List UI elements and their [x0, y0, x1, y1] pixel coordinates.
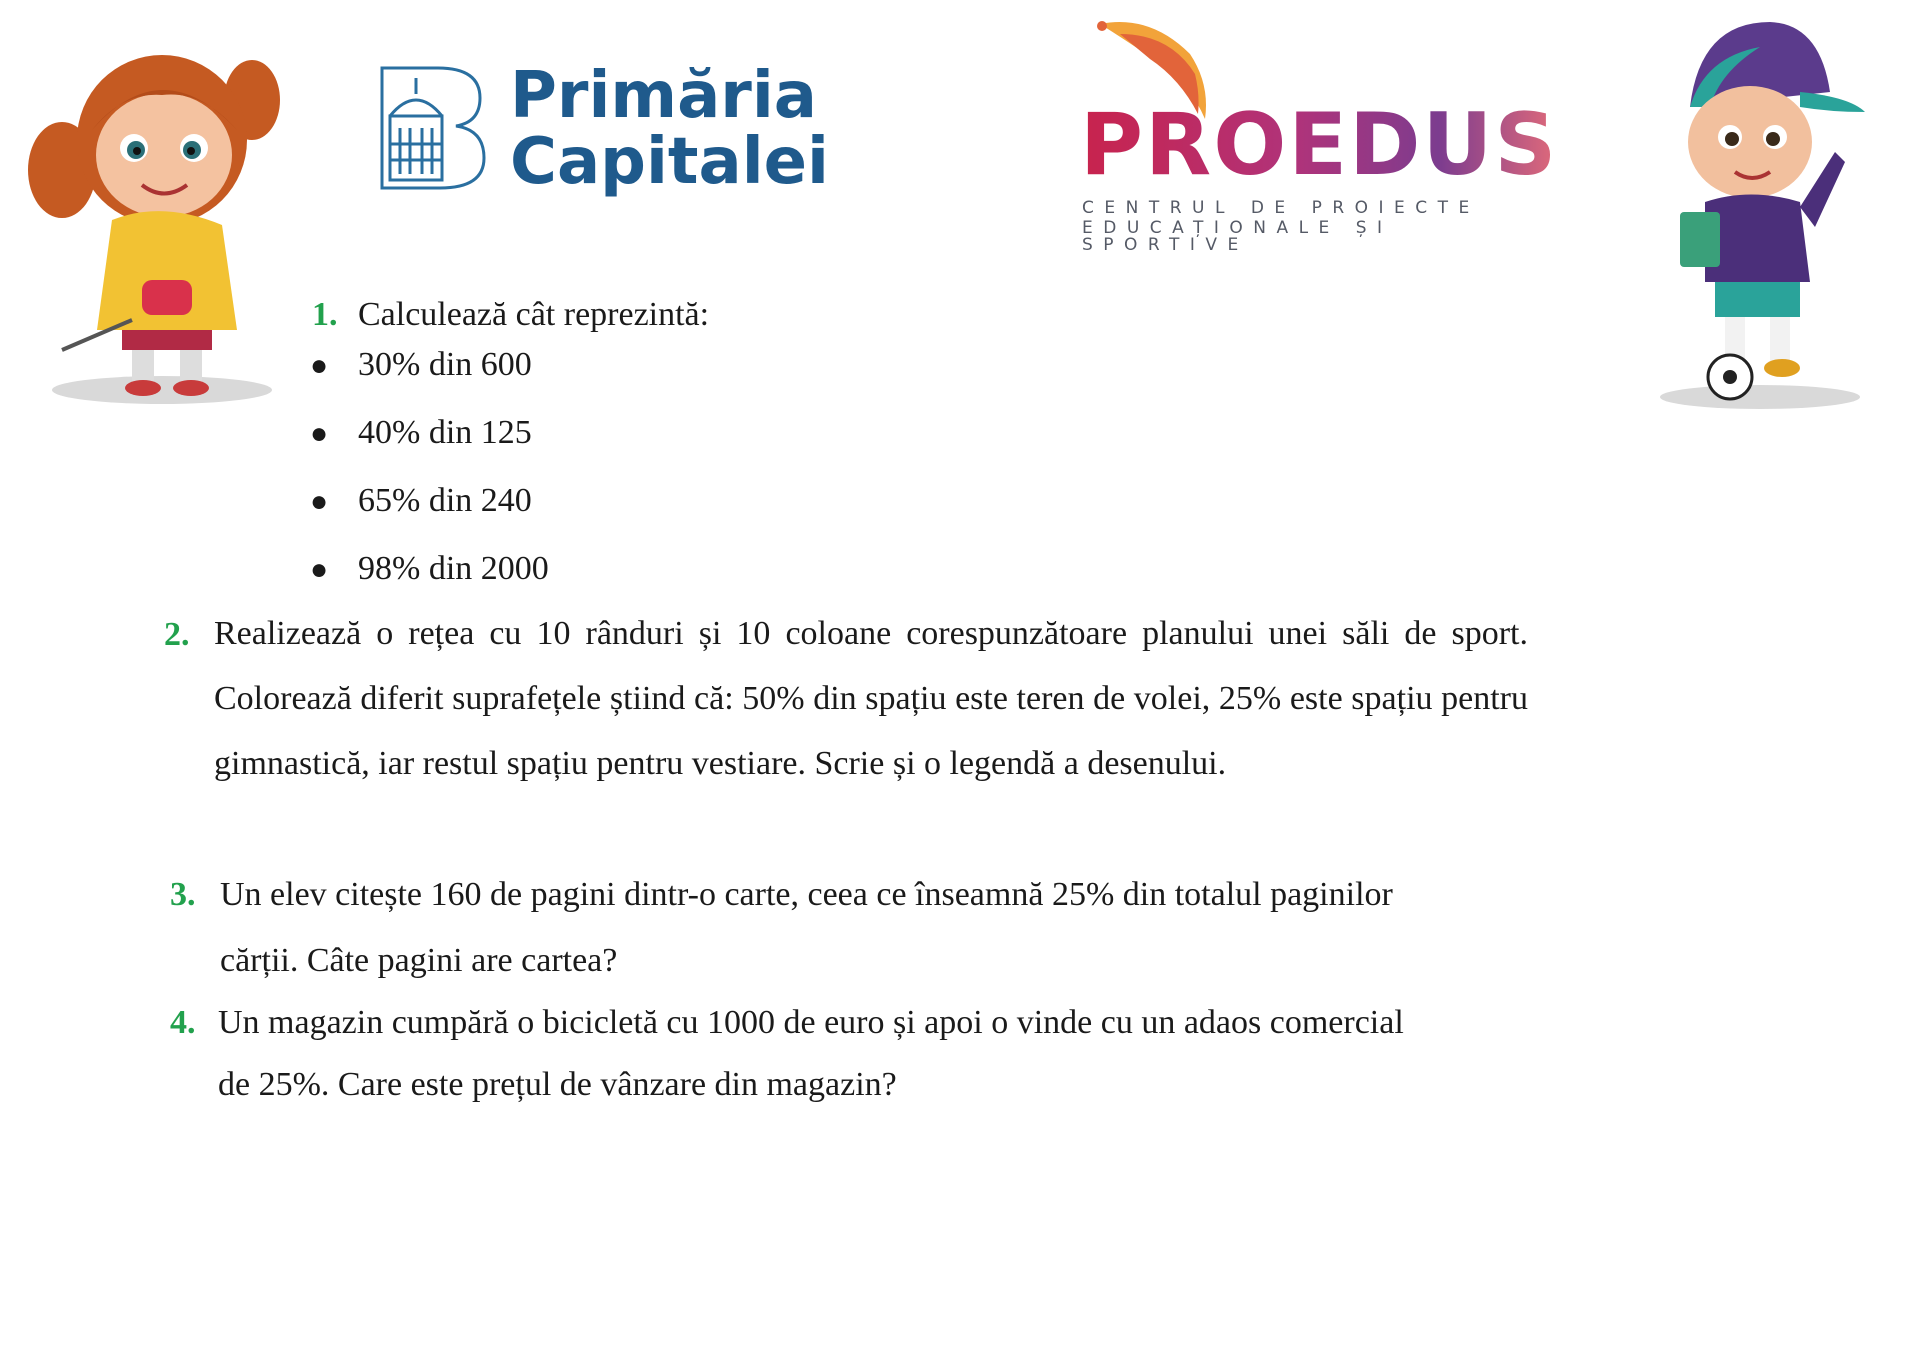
girl-mascot-illustration: [22, 20, 282, 410]
bullet-icon: ●: [310, 349, 329, 382]
bullet-icon: ●: [310, 553, 329, 586]
boy-mascot-illustration: [1650, 12, 1880, 412]
exercise-3-line1: Un elev citește 160 de pagini dintr-o carte, ceea ce înseamnă 25% din totalul paginilor: [220, 876, 1393, 913]
list-item: [310, 552, 549, 586]
list-item: [310, 348, 532, 382]
exercise-3-line2: cărții. Câte pagini are cartea?: [220, 942, 618, 979]
exercise-4-line2: de 25%. Care este prețul de vânzare din magazin?: [218, 1066, 897, 1103]
primaria-title-line1: Primăria: [510, 59, 817, 133]
exercise-1-item: 30% din 600: [358, 346, 532, 383]
list-item: [310, 484, 532, 518]
exercise-2-number: 2.: [164, 616, 190, 653]
exercise-3-number: 3.: [170, 876, 196, 913]
exercise-1-number: 1.: [312, 296, 338, 333]
proedus-tagline-line1: CENTRUL DE PROIECTE: [1082, 198, 1480, 218]
bullet-icon: ●: [310, 485, 329, 518]
exercise-4-number: 4.: [170, 1004, 196, 1041]
exercise-1-item: 40% din 125: [358, 414, 532, 451]
primaria-title-line2: Capitalei: [510, 125, 829, 199]
exercise-1-heading: [312, 298, 709, 332]
proedus-wordmark: PROEDUS: [1080, 95, 1559, 195]
primaria-emblem-icon: [376, 64, 486, 192]
exercise-1-item: 98% din 2000: [358, 550, 549, 587]
exercise-1-item: 65% din 240: [358, 482, 532, 519]
exercise-2-text: Realizează o rețea cu 10 rânduri și 10 coloane corespunzătoare planului unei săli de sport. Colorează diferit suprafețele știind că: 50% din spațiu este teren de volei, 25% este spațiu pentru gimnastică, iar restul spațiu pentru vestiare. Scrie și o legendă a desenului.: [214, 615, 1528, 782]
exercise-4-line1: Un magazin cumpără o bicicletă cu 1000 de euro și apoi o vinde cu un adaos comercial: [218, 1004, 1404, 1041]
proedus-logo: [1080, 14, 1559, 255]
proedus-tagline-line2: EDUCAȚIONALE ȘI SPORTIVE: [1082, 218, 1393, 255]
list-item: [310, 416, 532, 450]
primaria-capitalei-logo: [372, 58, 832, 208]
exercise-1-prompt: Calculează cât reprezintă:: [358, 296, 710, 333]
bullet-icon: ●: [310, 417, 329, 450]
